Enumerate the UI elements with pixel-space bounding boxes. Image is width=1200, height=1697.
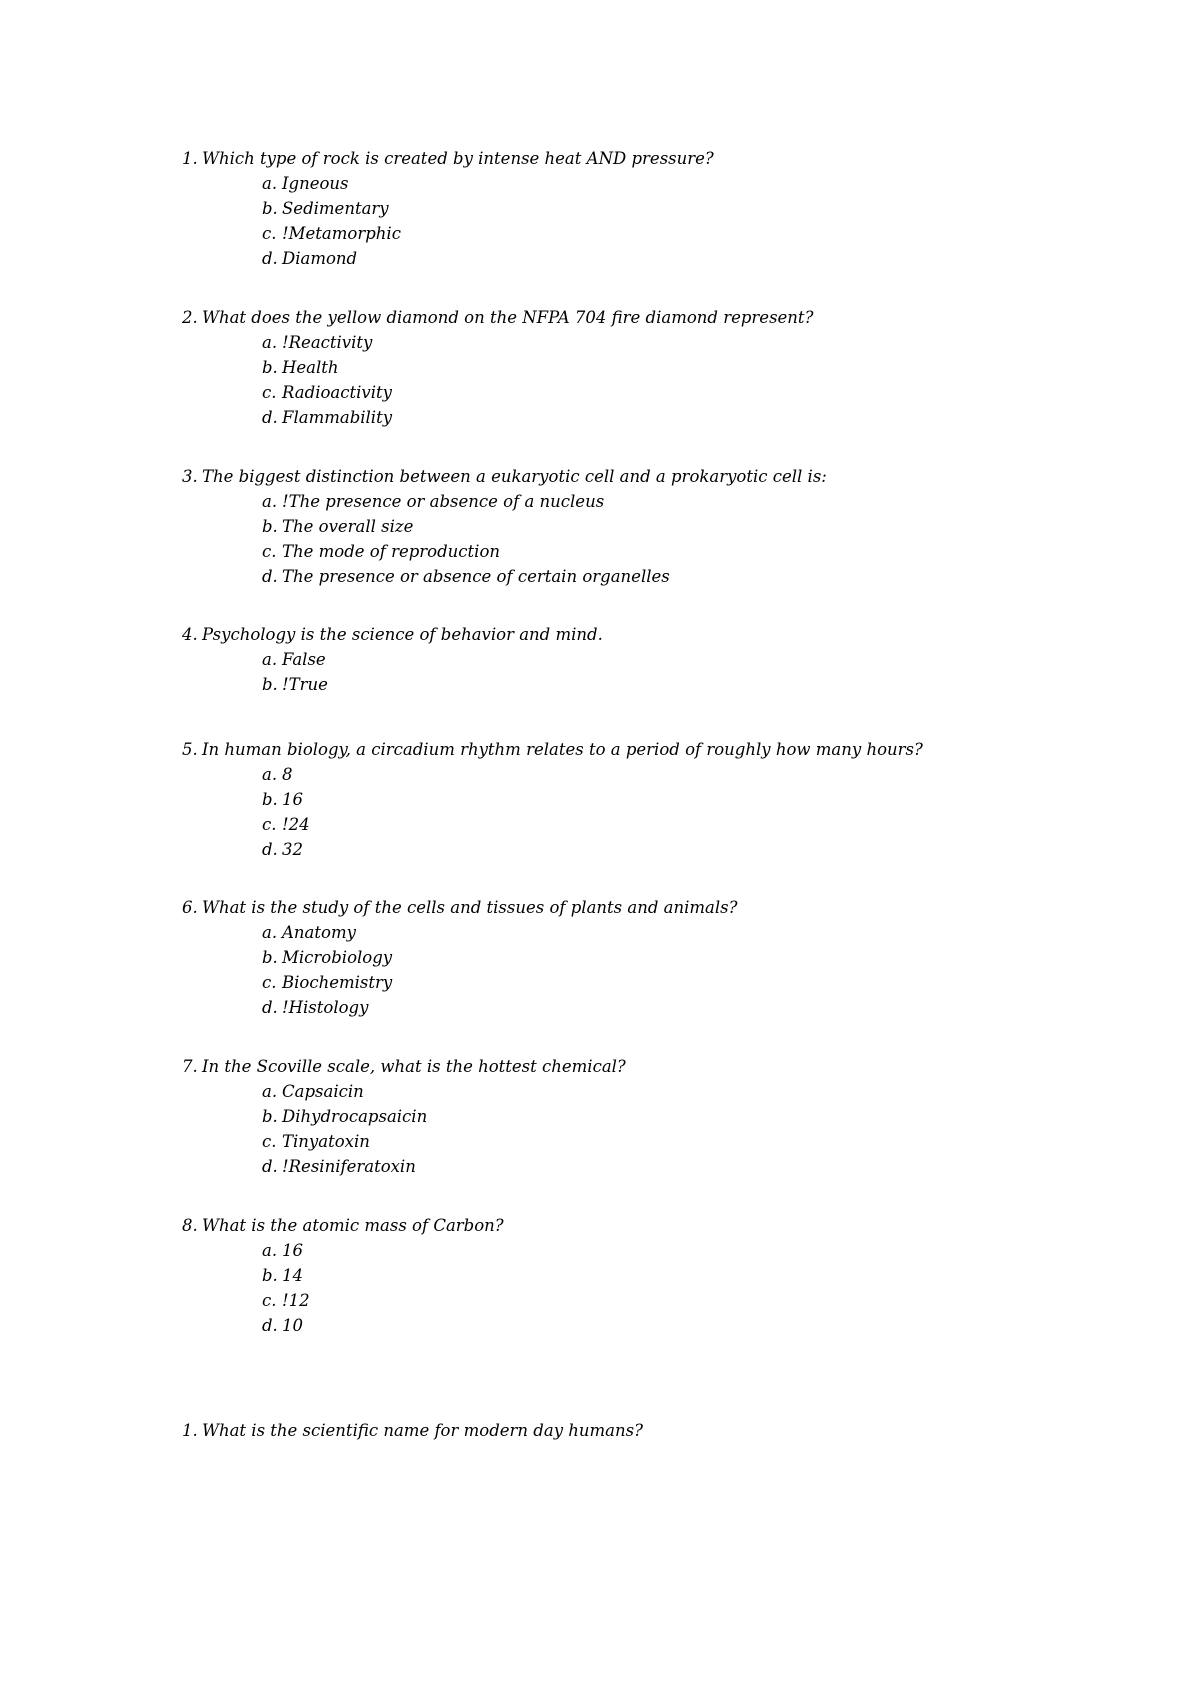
answer-option — [182, 970, 1142, 995]
answer-option — [182, 995, 1142, 1020]
answer-option — [182, 171, 1142, 196]
answer-options — [182, 647, 1142, 697]
question-number: 3. — [182, 467, 198, 486]
answer-option — [182, 330, 1142, 355]
option-letter: c. — [262, 1132, 277, 1151]
answer-option — [182, 514, 1142, 539]
question-text: The biggest distinction between a eukaryotic cell and a prokaryotic cell is: — [202, 467, 827, 486]
question-block — [182, 1418, 1142, 1443]
answer-option — [182, 945, 1142, 970]
answer-option — [182, 1288, 1142, 1313]
answer-option — [182, 812, 1142, 837]
option-letter: d. — [262, 249, 278, 268]
question-text: What is the study of the cells and tissues of plants and animals? — [202, 898, 738, 917]
option-letter: c. — [262, 542, 277, 561]
answer-option — [182, 489, 1142, 514]
question-block — [182, 1213, 1142, 1338]
option-text: !The presence or absence of a nucleus — [282, 492, 605, 511]
answer-option — [182, 380, 1142, 405]
question-text: What is the scientific name for modern day humans? — [202, 1421, 643, 1440]
option-text: Radioactivity — [282, 383, 392, 402]
option-text: False — [282, 650, 326, 669]
answer-option — [182, 837, 1142, 862]
question-number: 4. — [182, 625, 198, 644]
option-letter: c. — [262, 224, 277, 243]
option-letter: d. — [262, 840, 278, 859]
question-line — [182, 464, 1142, 489]
question-number: 1. — [182, 149, 198, 168]
option-text: !12 — [282, 1291, 310, 1310]
option-text: 10 — [282, 1316, 303, 1335]
question-line — [182, 1418, 1142, 1443]
option-text: Biochemistry — [282, 973, 393, 992]
option-letter: c. — [262, 815, 277, 834]
option-letter: b. — [262, 948, 278, 967]
option-letter: b. — [262, 358, 278, 377]
option-letter: d. — [262, 567, 278, 586]
option-letter: a. — [262, 765, 278, 784]
question-line — [182, 622, 1142, 647]
option-text: 16 — [282, 790, 303, 809]
answer-option — [182, 787, 1142, 812]
answer-option — [182, 405, 1142, 430]
option-text: The mode of reproduction — [282, 542, 501, 561]
answer-option — [182, 1104, 1142, 1129]
question-block — [182, 1054, 1142, 1179]
option-letter: d. — [262, 1157, 278, 1176]
option-text: Tinyatoxin — [282, 1132, 370, 1151]
question-block — [182, 737, 1142, 862]
question-number: 1. — [182, 1421, 198, 1440]
option-text: Sedimentary — [282, 199, 389, 218]
option-letter: b. — [262, 790, 278, 809]
question-line — [182, 895, 1142, 920]
answer-option — [182, 920, 1142, 945]
option-text: Health — [282, 358, 339, 377]
answer-option — [182, 1079, 1142, 1104]
option-text: Flammability — [282, 408, 393, 427]
answer-option — [182, 539, 1142, 564]
option-letter: a. — [262, 333, 278, 352]
option-text: Dihydrocapsaicin — [282, 1107, 428, 1126]
question-text: Psychology is the science of behavior and mind. — [202, 625, 603, 644]
option-letter: c. — [262, 383, 277, 402]
answer-option — [182, 762, 1142, 787]
option-letter: b. — [262, 675, 278, 694]
question-number: 8. — [182, 1216, 198, 1235]
option-letter: a. — [262, 923, 278, 942]
answer-options — [182, 920, 1142, 1020]
question-block — [182, 895, 1142, 1020]
option-text: Diamond — [282, 249, 358, 268]
option-letter: d. — [262, 998, 278, 1017]
question-number: 7. — [182, 1057, 198, 1076]
question-text: Which type of rock is created by intense heat AND pressure? — [202, 149, 714, 168]
question-text: What does the yellow diamond on the NFPA 704 fire diamond represent? — [202, 308, 814, 327]
option-text: !Reactivity — [282, 333, 373, 352]
question-line — [182, 1054, 1142, 1079]
option-letter: d. — [262, 408, 278, 427]
answer-option — [182, 1313, 1142, 1338]
option-letter: b. — [262, 517, 278, 536]
question-block — [182, 464, 1142, 589]
question-block — [182, 622, 1142, 697]
answer-option — [182, 647, 1142, 672]
option-text: !24 — [282, 815, 310, 834]
answer-options — [182, 171, 1142, 271]
answer-option — [182, 1263, 1142, 1288]
option-text: 32 — [282, 840, 303, 859]
option-text: Anatomy — [282, 923, 356, 942]
option-text: 8 — [282, 765, 293, 784]
option-letter: a. — [262, 174, 278, 193]
option-text: !Resiniferatoxin — [282, 1157, 416, 1176]
option-letter: a. — [262, 1241, 278, 1260]
option-text: !Histology — [282, 998, 369, 1017]
question-number: 5. — [182, 740, 198, 759]
option-text: The overall size — [282, 517, 414, 536]
option-letter: a. — [262, 492, 278, 511]
question-text: In the Scoville scale, what is the hottest chemical? — [202, 1057, 626, 1076]
question-line — [182, 305, 1142, 330]
option-text: Capsaicin — [282, 1082, 364, 1101]
question-text: In human biology, a circadium rhythm relates to a period of roughly how many hours? — [202, 740, 923, 759]
question-number: 6. — [182, 898, 198, 917]
answer-options — [182, 762, 1142, 862]
answer-option — [182, 1154, 1142, 1179]
question-text: What is the atomic mass of Carbon? — [202, 1216, 504, 1235]
option-letter: d. — [262, 1316, 278, 1335]
option-text: Microbiology — [282, 948, 393, 967]
option-text: 16 — [282, 1241, 303, 1260]
question-line — [182, 1213, 1142, 1238]
answer-options — [182, 1079, 1142, 1179]
answer-option — [182, 1129, 1142, 1154]
question-line — [182, 737, 1142, 762]
option-text: !Metamorphic — [282, 224, 401, 243]
option-letter: a. — [262, 650, 278, 669]
answer-options — [182, 330, 1142, 430]
option-text: Igneous — [282, 174, 349, 193]
question-block — [182, 146, 1142, 271]
answer-option — [182, 564, 1142, 589]
option-letter: b. — [262, 1107, 278, 1126]
answer-option — [182, 1238, 1142, 1263]
question-number: 2. — [182, 308, 198, 327]
question-block — [182, 305, 1142, 430]
answer-option — [182, 221, 1142, 246]
answer-options — [182, 489, 1142, 589]
option-text: !True — [282, 675, 328, 694]
answer-option — [182, 196, 1142, 221]
option-letter: c. — [262, 1291, 277, 1310]
option-text: 14 — [282, 1266, 303, 1285]
option-letter: c. — [262, 973, 277, 992]
question-line — [182, 146, 1142, 171]
answer-options — [182, 1238, 1142, 1338]
option-letter: b. — [262, 199, 278, 218]
option-letter: a. — [262, 1082, 278, 1101]
option-text: The presence or absence of certain organelles — [282, 567, 670, 586]
answer-option — [182, 355, 1142, 380]
answer-option — [182, 246, 1142, 271]
answer-option — [182, 672, 1142, 697]
option-letter: b. — [262, 1266, 278, 1285]
